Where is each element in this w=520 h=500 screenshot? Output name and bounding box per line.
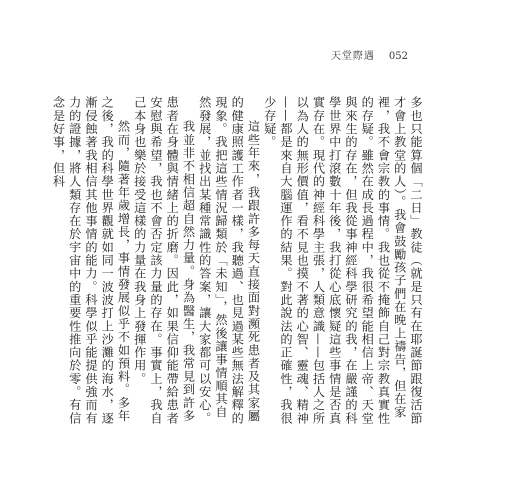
paragraph-4: 然而，隨著年歲增長，事情發展似乎不如預料。多年之後，我的科學世界觀就如同一波波打上沙灘的海水，逐漸侵蝕著我相信其他事情的能力。科學似乎能提供強而有力的證據，將人類存在於宇宙中的重要性推向於零。有信念是好事，但科: [51, 96, 131, 425]
paragraph-2: 這些年來，我跟許多每天直接面對瀕死患者及其家屬的健康照護工作者一樣，我聽過、也見過某些無法解釋的現象。我把這些情況歸類於「未知」，然後讓事情順其自然發展，並找出某種常識性的答案，讓大家都可以安心。: [197, 96, 261, 425]
running-title: 天堂際遇: [330, 51, 375, 62]
paragraph-1: 多也只能算個「二日」教徒（就是只有在耶誕節跟復活節才會上教堂的人）。我會鼓勵孩子們在晚上禱告，但在家裡，我不會宗教的事情。我也從不掩飾自己對宗教真實性的存疑。雖然在成長過程中，我很希望能相信上帝、天堂與來生的存在，但我從事神經科學研究的我，在嚴謹的科學世界中打滾數十年後，我打從心底懷疑這些事情是否真實存在。現代的神經科學主張，人類意識——包括人之所以為人的無形價值，看不見也摸不著的心智、靈魂、精神——都是來自大腦運作的結果。對此說法的正確性，我很少存疑。: [262, 96, 423, 425]
vertical-body-text: [51, 96, 424, 426]
paragraph-3: 我並非不相信超自然力量。身為醫生，我常見到許多患者在身體與情緒上的折磨。因此，如果信仰能帶給患者安慰與希望，我也不會否定該力量的存在。事實上，我自己本身也樂於接受這樣的力量在我身上發揮作用。: [132, 96, 196, 425]
page-header: [331, 47, 408, 62]
page-number: 052: [388, 51, 408, 62]
